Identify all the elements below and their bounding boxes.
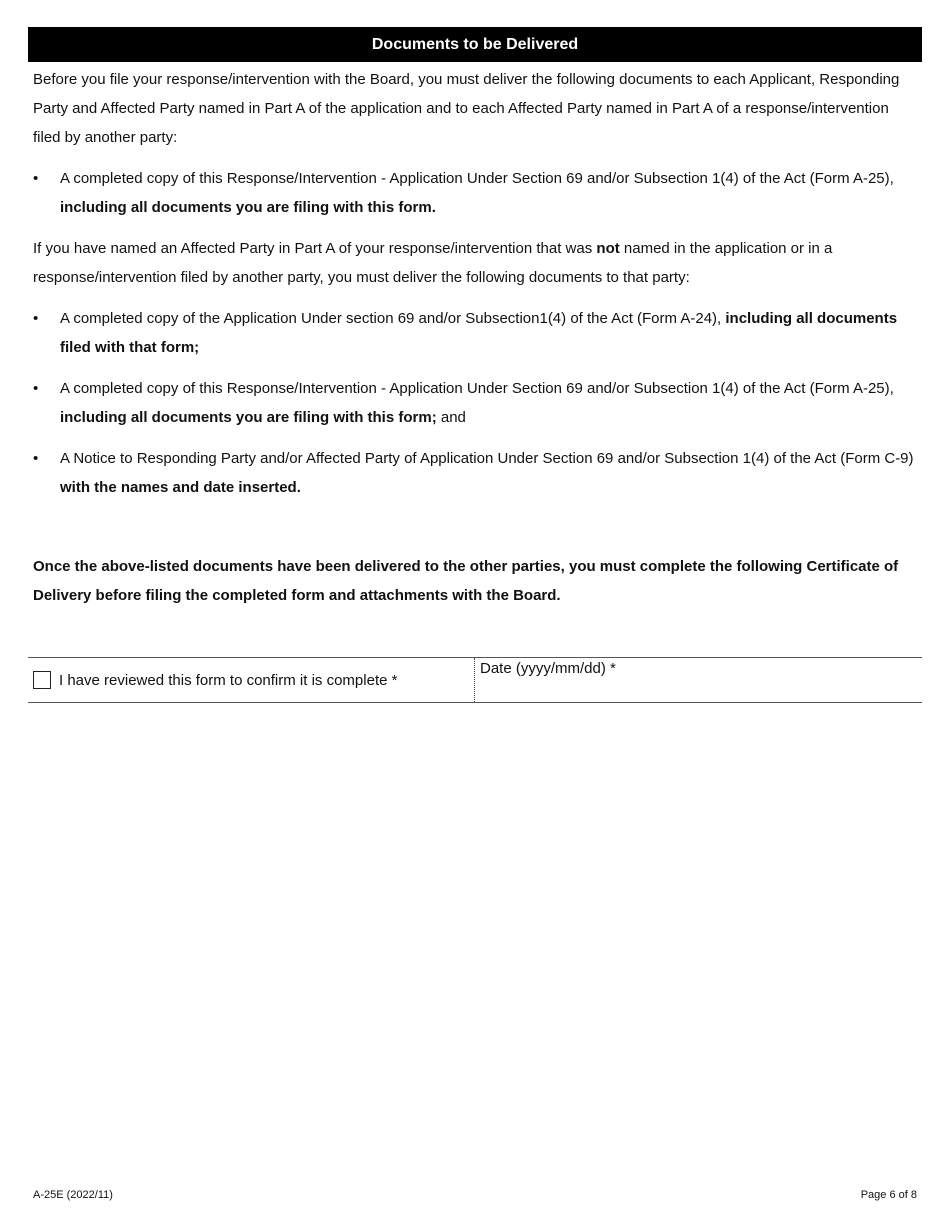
list-item-text: A completed copy of this Response/Intervention - Application Under Section 69 and/or Subsection 1(4) of the Act (Form A-25), xyxy=(60,170,894,187)
section-header xyxy=(28,27,922,62)
second-paragraph xyxy=(33,234,917,292)
bullet-list-1 xyxy=(33,164,917,222)
bullet-mark: • xyxy=(33,450,39,467)
list-item-bold: including all documents you are filing with this form; xyxy=(60,409,437,426)
list-item xyxy=(33,164,917,222)
intro-paragraph: Before you file your response/intervention with the Board, you must deliver the following documents to each Applicant, Responding Party and Affected Party named in Part A of the application and to each Affected Party named in Part A of a response/intervention filed by another party: xyxy=(33,71,900,146)
review-confirm-label: I have reviewed this form to confirm it is complete * xyxy=(59,671,398,689)
list-item-bold: including all documents you are filing with this form. xyxy=(60,199,436,216)
list-item-bold: including all documents filed with that form; xyxy=(60,310,898,356)
list-item xyxy=(33,304,917,362)
review-confirm-checkbox[interactable] xyxy=(33,671,51,689)
confirmation-row xyxy=(28,657,922,703)
list-item-text: A Notice to Responding Party and/or Affected Party of Application Under Section 69 and/or Subsection 1(4) of the Act (Form C-9) xyxy=(60,450,914,467)
bullet-mark: • xyxy=(33,310,39,327)
review-confirm-cell[interactable] xyxy=(28,658,475,702)
second-para-after: named in the application or in a response/intervention filed by another party, you must deliver the following documents to that party: xyxy=(33,240,833,286)
list-item-text: A completed copy of the Application Under section 69 and/or Subsection1(4) of the Act (Form A-24), xyxy=(60,310,726,327)
bullet-mark: • xyxy=(33,170,39,187)
list-item-text: A completed copy of this Response/Intervention - Application Under Section 69 and/or Subsection 1(4) of the Act (Form A-25), xyxy=(60,380,894,397)
list-item-bold: with the names and date inserted. xyxy=(60,479,301,496)
list-item xyxy=(33,374,917,432)
form-code: A-25E (2022/11) xyxy=(33,1189,113,1201)
instructions-body xyxy=(33,65,917,514)
date-field-label: Date (yyyy/mm/dd) * xyxy=(480,660,616,677)
bullet-list-2 xyxy=(33,304,917,502)
second-para-bold: not xyxy=(596,240,620,257)
section-title: Documents to be Delivered xyxy=(371,36,579,53)
page-number: Page 6 of 8 xyxy=(860,1189,917,1201)
list-item xyxy=(33,444,917,502)
date-field-cell[interactable] xyxy=(476,658,922,702)
bullet-mark: • xyxy=(33,380,39,397)
certificate-notice: Once the above-listed documents have been delivered to the other parties, you must complete the following Certificate of Delivery before filing the completed form and attachments with the Board. xyxy=(33,558,899,604)
second-para-before: If you have named an Affected Party in Part A of your response/intervention that was xyxy=(33,240,597,257)
date-input[interactable] xyxy=(480,680,916,698)
list-item-tail: and xyxy=(436,409,466,426)
